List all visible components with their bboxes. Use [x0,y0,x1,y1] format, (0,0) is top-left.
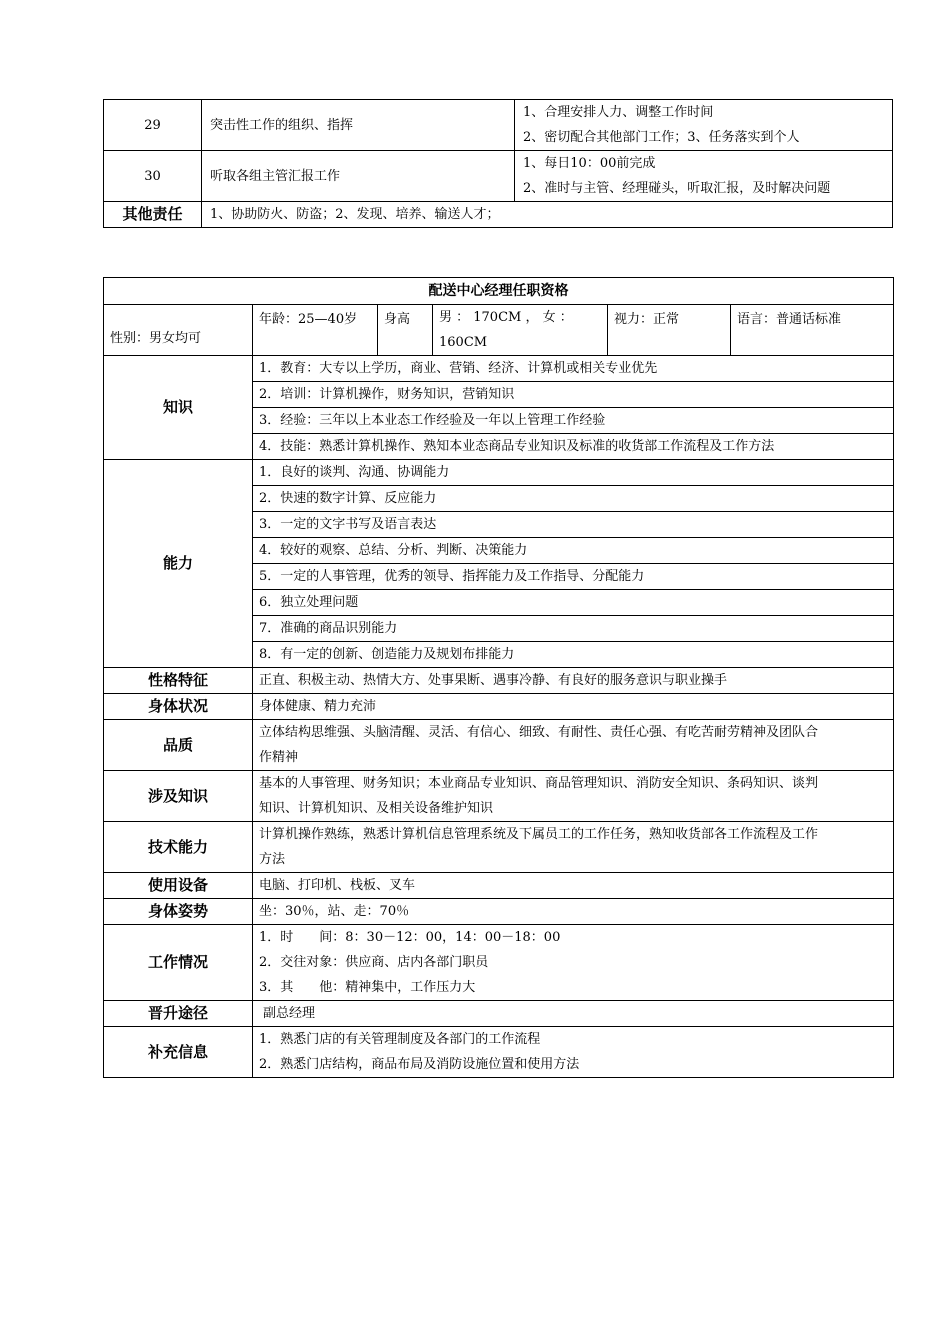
posture-label: 身体姿势 [104,899,253,925]
quality-line: 立体结构思维强、头脑清醒、灵活、有信心、细致、有耐性、责任心强、有吃苦耐劳精神及团队合 [259,725,819,740]
duty-standard [515,151,893,202]
duty-standard-line: 1、合理安排人力、调整工作时间 [523,105,714,120]
duty-standard-line: 1、每日10：00前完成 [523,156,656,171]
tech-ability-text [253,822,894,873]
knowledge-item: 4．技能：熟悉计算机操作、熟知本业态商品专业知识及标准的收货部工作流程及工作方法 [253,434,894,460]
quality-label: 品质 [104,720,253,771]
duty-task: 听取各组主管汇报工作 [202,151,515,202]
other-duty-text: 1、协助防火、防盗；2、发现、培养、输送人才； [202,202,893,228]
promotion-label: 晋升途径 [104,1001,253,1027]
supplement-line: 2．熟悉门店结构，商品布局及消防设施位置和使用方法 [259,1057,580,1072]
promotion-text: 副总经理 [253,1001,894,1027]
age-cell: 年龄：25—40岁 [253,305,378,356]
table-row [104,151,893,202]
quality-line: 作精神 [259,750,299,765]
gender-cell: 性别：男女均可 [104,305,253,356]
duty-number: 30 [104,151,202,202]
involved-knowledge-line: 基本的人事管理、财务知识；本业商品专业知识、商品管理知识、消防安全知识、条码知识、谈判 [259,776,819,791]
equipment-label: 使用设备 [104,873,253,899]
personality-label: 性格特征 [104,668,253,694]
other-duty-label: 其他责任 [104,202,202,228]
involved-knowledge-label: 涉及知识 [104,771,253,822]
duties-table [103,99,893,228]
height-value [433,305,608,356]
equipment-text: 电脑、打印机、栈板、叉车 [253,873,894,899]
ability-item: 4．较好的观察、总结、分析、判断、决策能力 [253,538,894,564]
knowledge-item: 3．经验：三年以上本业态工作经验及一年以上管理工作经验 [253,408,894,434]
duty-standard-line: 2、准时与主管、经理碰头，听取汇报，及时解决问题 [523,181,831,196]
knowledge-label: 知识 [104,356,253,460]
work-condition-line: 3．其 他：精神集中，工作压力大 [259,980,476,995]
language-cell: 语言：普通话标准 [731,305,894,356]
knowledge-item: 2．培训：计算机操作，财务知识，营销知识 [253,382,894,408]
height-label: 身高 [378,305,433,356]
height-value-line: 男 ： 170CM ， 女 ： [439,310,573,325]
ability-item: 6．独立处理问题 [253,590,894,616]
tech-ability-label: 技术能力 [104,822,253,873]
work-condition-line: 2．交往对象：供应商、店内各部门职员 [259,955,489,970]
duty-task: 突击性工作的组织、指挥 [202,100,515,151]
qualification-title: 配送中心经理任职资格 [104,278,894,305]
ability-label: 能力 [104,460,253,668]
basic-info-row [104,305,894,356]
duty-standard [515,100,893,151]
tech-ability-line: 计算机操作熟练，熟悉计算机信息管理系统及下属员工的工作任务，熟知收货部各工作流程及工作 [259,827,819,842]
work-condition-line: 1．时 间：8：30－12：00，14：00－18：00 [259,930,561,945]
ability-item: 7．准确的商品识别能力 [253,616,894,642]
vision-cell: 视力：正常 [608,305,731,356]
knowledge-item: 1．教育：大专以上学历，商业、营销、经济、计算机或相关专业优先 [253,356,894,382]
ability-item: 8．有一定的创新、创造能力及规划布排能力 [253,642,894,668]
health-text: 身体健康、精力充沛 [253,694,894,720]
work-condition-text [253,925,894,1001]
duty-number: 29 [104,100,202,151]
supplement-label: 补充信息 [104,1027,253,1078]
ability-item: 5．一定的人事管理，优秀的领导、指挥能力及工作指导、分配能力 [253,564,894,590]
posture-text: 坐：30％，站、走：70％ [253,899,894,925]
work-condition-label: 工作情况 [104,925,253,1001]
duty-standard-line: 2、密切配合其他部门工作；3、任务落实到个人 [523,130,800,145]
quality-text [253,720,894,771]
supplement-text [253,1027,894,1078]
involved-knowledge-line: 知识、计算机知识、及相关设备维护知识 [259,801,494,816]
ability-item: 3．一定的文字书写及语言表达 [253,512,894,538]
tech-ability-line: 方法 [259,852,286,867]
table-row [104,202,893,228]
health-label: 身体状况 [104,694,253,720]
qualification-table [103,277,894,1078]
table-row [104,100,893,151]
personality-text: 正直、积极主动、热情大方、处事果断、遇事冷静、有良好的服务意识与职业操手 [253,668,894,694]
height-value-line: 160CM [439,335,488,350]
ability-item: 2．快速的数字计算、反应能力 [253,486,894,512]
supplement-line: 1．熟悉门店的有关管理制度及各部门的工作流程 [259,1032,541,1047]
ability-item: 1．良好的谈判、沟通、协调能力 [253,460,894,486]
involved-knowledge-text [253,771,894,822]
